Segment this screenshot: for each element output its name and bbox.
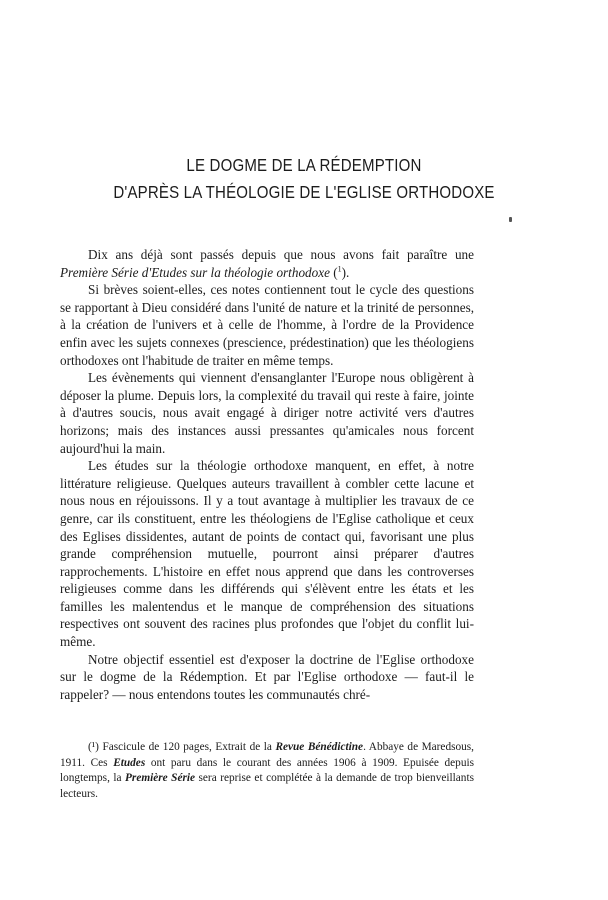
body-text (60, 246, 474, 703)
footnote-marker: (¹) (88, 741, 99, 753)
footnote-part-a: Fascicule de 120 pages, Extrait de la (98, 741, 276, 753)
title-block (60, 152, 548, 206)
footnote-journal: Revue Bénédictine (275, 741, 364, 753)
title-line-1: LE DOGME DE LA RÉDEMPTION (186, 155, 422, 175)
footnote-ref: 1 (337, 264, 342, 274)
footnote (60, 740, 474, 802)
paragraph-4: Les études sur la théologie orthodoxe manquent, en effet, à notre littérature religieuse. Quelques auteurs travaillent à combler cette lacune et nous nous en réjouissons. Il y a tout avantage à multiplier les travaux de ce genre, car ils constituent, entre les théologiens de l'Eglise catholique et ceux des Eglises dissidentes, autant de points de contact qui, favorisant une plus grande compréhension mutuelle, pourront ainsi préparer d'autres rapprochements. L'histoire en effet nous apprend que dans les controverses religieuses comme dans les différends qui s'élèvent entre les états et les familles les malentendus et le manque de compréhension des situations respectives ont souvent des racines plus profondes que l'objet du conflit lui-même. (60, 458, 474, 650)
footnote-etudes: Etudes (113, 756, 146, 769)
footnote-text (60, 740, 474, 802)
footnote-part-e: ont paru dans le courant des années 1906 à 1909. Epuisée depuis longtemps, la (60, 756, 475, 785)
paragraph-5: Notre objectif essentiel est d'exposer la doctrine de l'Eglise orthodoxe sur le dogme de la Rédemption. Et par l'Eglise orthodoxe — faut-il le rappeler? — nous entendons toutes les communautés chré- (60, 651, 474, 702)
margin-mark (509, 217, 512, 222)
title-line-2: D'APRÈS LA THÉOLOGIE DE L'EGLISE ORTHODOXE (113, 182, 495, 202)
footnote-serie: Première Série (125, 772, 196, 785)
series-title: Première Série d'Etudes sur la théologie orthodoxe (60, 264, 330, 280)
footnote-part-c: . Abbaye de Maredsous, 1911. Ces (60, 741, 475, 769)
paragraph-1-end: ). (341, 264, 350, 280)
paragraph-1-paren-open: ( (329, 264, 338, 280)
paragraph-1 (60, 246, 474, 281)
paragraph-1-text: Dix ans déjà sont passés depuis que nous avons fait paraître une (88, 247, 474, 262)
paragraph-3: Les évènements qui viennent d'ensanglanter l'Europe nous obligèrent à déposer la plume. Depuis lors, la complexité du travail qui reste à faire, jointe à d'autres soucis, nous avait engagé à diriger notre activité vers d'autres horizons; mais des instances aussi pressantes qu'amicales nous forcent aujourd'hui la main. (60, 370, 474, 456)
paragraph-2: Si brèves soient-elles, ces notes contiennent tout le cycle des questions se rapportant à Dieu considéré dans l'unité de nature et la trinité de personnes, à la création de l'univers et à celle de l'homme, à l'ordre de la Providence enfin avec les sujets connexes (prescience, prédestination) que les théologiens orthodoxes ont l'habitude de traiter en même temps. (60, 282, 474, 368)
footnote-part-g: sera reprise et complétée à la demande de trop bienveillants lecteurs. (60, 772, 474, 800)
